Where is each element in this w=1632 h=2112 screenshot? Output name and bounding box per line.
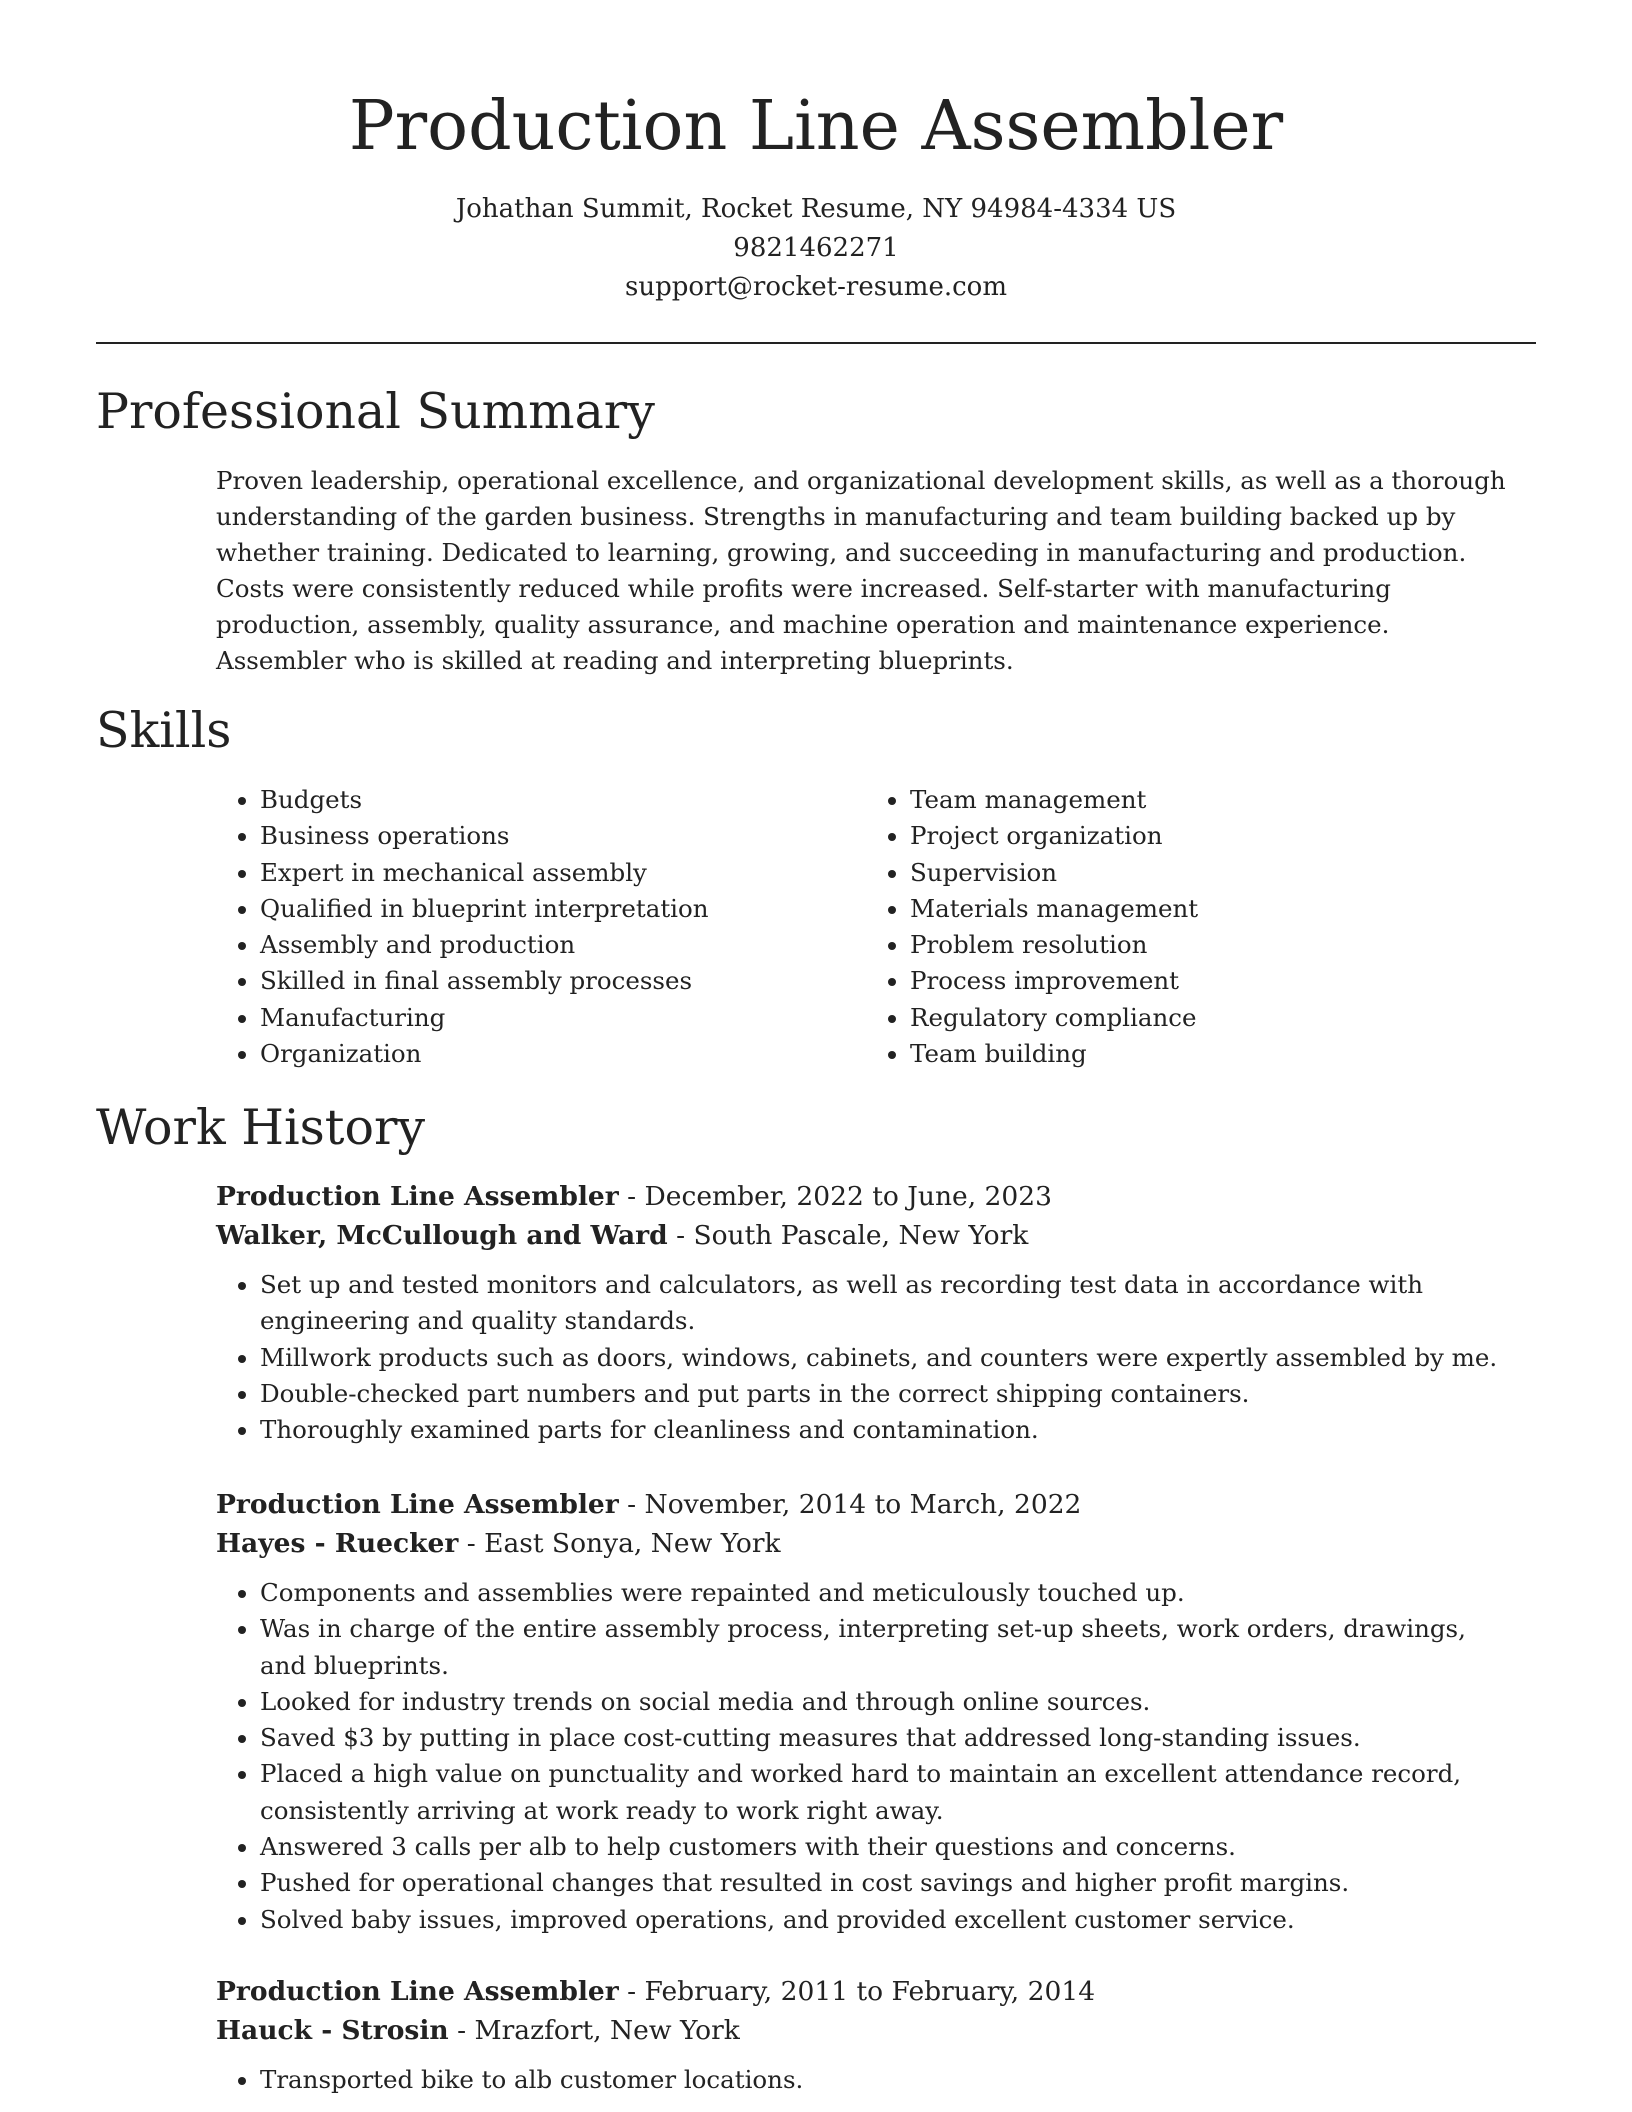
skill-item: • Organization	[260, 1036, 866, 1072]
job-location: - Mrazfort, New York	[448, 2015, 740, 2046]
contact-email: support@rocket-resume.com	[624, 272, 1007, 302]
list-item: • Transported bike to alb customer locations.	[260, 2062, 1516, 2098]
job-title-line	[216, 1972, 1516, 2011]
job-dates: - February, 2011 to February, 2014	[618, 1976, 1096, 2007]
job-entry	[216, 1177, 1516, 1448]
summary-text: Proven leadership, operational excellence, and organizational development skills, as well as a thorough understanding of the garden business. Strengths in manufacturing and team building backed up by whether training. Dedicated to learning, growing, and succeeding in manufacturing and production. Costs were consistently reduced while profits were increased. Self-starter with manufacturing production, assembly, quality assurance, and machine operation and maintenance experience. Assembler who is skilled at reading and interpreting blueprints.	[216, 466, 1506, 675]
list-item: • Millwork products such as doors, windows, cabinets, and counters were expertly assembled by me.	[260, 1340, 1516, 1376]
job-title-line	[216, 1485, 1516, 1524]
job-bullets	[216, 2062, 1516, 2098]
header-divider	[96, 342, 1536, 344]
job-title: Production Line Assembler	[216, 1181, 619, 1212]
list-item: • Was in charge of the entire assembly process, interpreting set-up sheets, work orders, drawings, and blueprints.	[260, 1611, 1516, 1684]
skill-item: • Manufacturing	[260, 1000, 866, 1036]
job-company: Hauck - Strosin	[216, 2015, 449, 2046]
skill-item: • Regulatory compliance	[910, 1000, 1516, 1036]
job-company: Hayes - Ruecker	[216, 1528, 459, 1559]
job-company: Walker, McCullough and Ward	[216, 1220, 668, 1251]
job-location: - East Sonya, New York	[458, 1528, 781, 1559]
work-history-heading: Work History	[96, 1099, 426, 1156]
skill-item: • Expert in mechanical assembly	[260, 855, 866, 891]
job-bullets	[216, 1267, 1516, 1448]
job-dates: - December, 2022 to June, 2023	[618, 1181, 1053, 1212]
summary-heading: Professional Summary	[96, 383, 655, 440]
skill-item: • Process improvement	[910, 963, 1516, 999]
job-title: Production Line Assembler	[216, 1976, 619, 2007]
job-company-line	[216, 1524, 1516, 1563]
skill-item: • Supervision	[910, 855, 1516, 891]
list-item: • Thoroughly examined parts for cleanliness and contamination.	[260, 1412, 1516, 1448]
job-title: Production Line Assembler	[216, 1489, 619, 1520]
contact-block	[0, 190, 1632, 307]
skill-item: • Problem resolution	[910, 927, 1516, 963]
skills-column-right	[866, 782, 1516, 1072]
job-title-line	[216, 1177, 1516, 1216]
skill-item: • Materials management	[910, 891, 1516, 927]
list-item: • Set up and tested monitors and calculators, as well as recording test data in accordance with engineering and quality standards.	[260, 1267, 1516, 1340]
job-location: - South Pascale, New York	[667, 1220, 1029, 1251]
skills-column-left	[216, 782, 866, 1072]
skill-item: • Team building	[910, 1036, 1516, 1072]
list-item: • Solved baby issues, improved operations, and provided excellent customer service.	[260, 1902, 1516, 1938]
job-company-line	[216, 2011, 1516, 2050]
skills-list	[216, 782, 1536, 1072]
job-entry	[216, 1972, 1516, 2098]
job-company-line	[216, 1216, 1516, 1255]
list-item: • Answered 3 calls per alb to help customers with their questions and concerns.	[260, 1829, 1516, 1865]
list-item: • Placed a high value on punctuality and worked hard to maintain an excellent attendance record, consistently arriving at work ready to work right away.	[260, 1756, 1516, 1829]
list-item: • Pushed for operational changes that resulted in cost savings and higher profit margins.	[260, 1865, 1516, 1901]
skill-item: • Assembly and production	[260, 927, 866, 963]
contact-phone: 9821462271	[733, 233, 899, 263]
job-dates: - November, 2014 to March, 2022	[618, 1489, 1082, 1520]
skill-item: • Budgets	[260, 782, 866, 818]
list-item: • Saved $3 by putting in place cost-cutting measures that addressed long-standing issues.	[260, 1720, 1516, 1756]
skill-item: • Qualified in blueprint interpretation	[260, 891, 866, 927]
job-bullets	[216, 1575, 1516, 1938]
skill-item: • Project organization	[910, 818, 1516, 854]
skill-item: • Team management	[910, 782, 1516, 818]
skill-item: • Business operations	[260, 818, 866, 854]
list-item: • Double-checked part numbers and put parts in the correct shipping containers.	[260, 1376, 1516, 1412]
contact-address: Johathan Summit, Rocket Resume, NY 94984-4334 US	[455, 194, 1177, 224]
list-item: • Components and assemblies were repainted and meticulously touched up.	[260, 1575, 1516, 1611]
list-item: • Looked for industry trends on social media and through online sources.	[260, 1684, 1516, 1720]
resume-title: Production Line Assembler	[348, 87, 1284, 166]
job-entry	[216, 1485, 1516, 1938]
skills-heading: Skills	[96, 702, 232, 759]
skill-item: • Skilled in final assembly processes	[260, 963, 866, 999]
